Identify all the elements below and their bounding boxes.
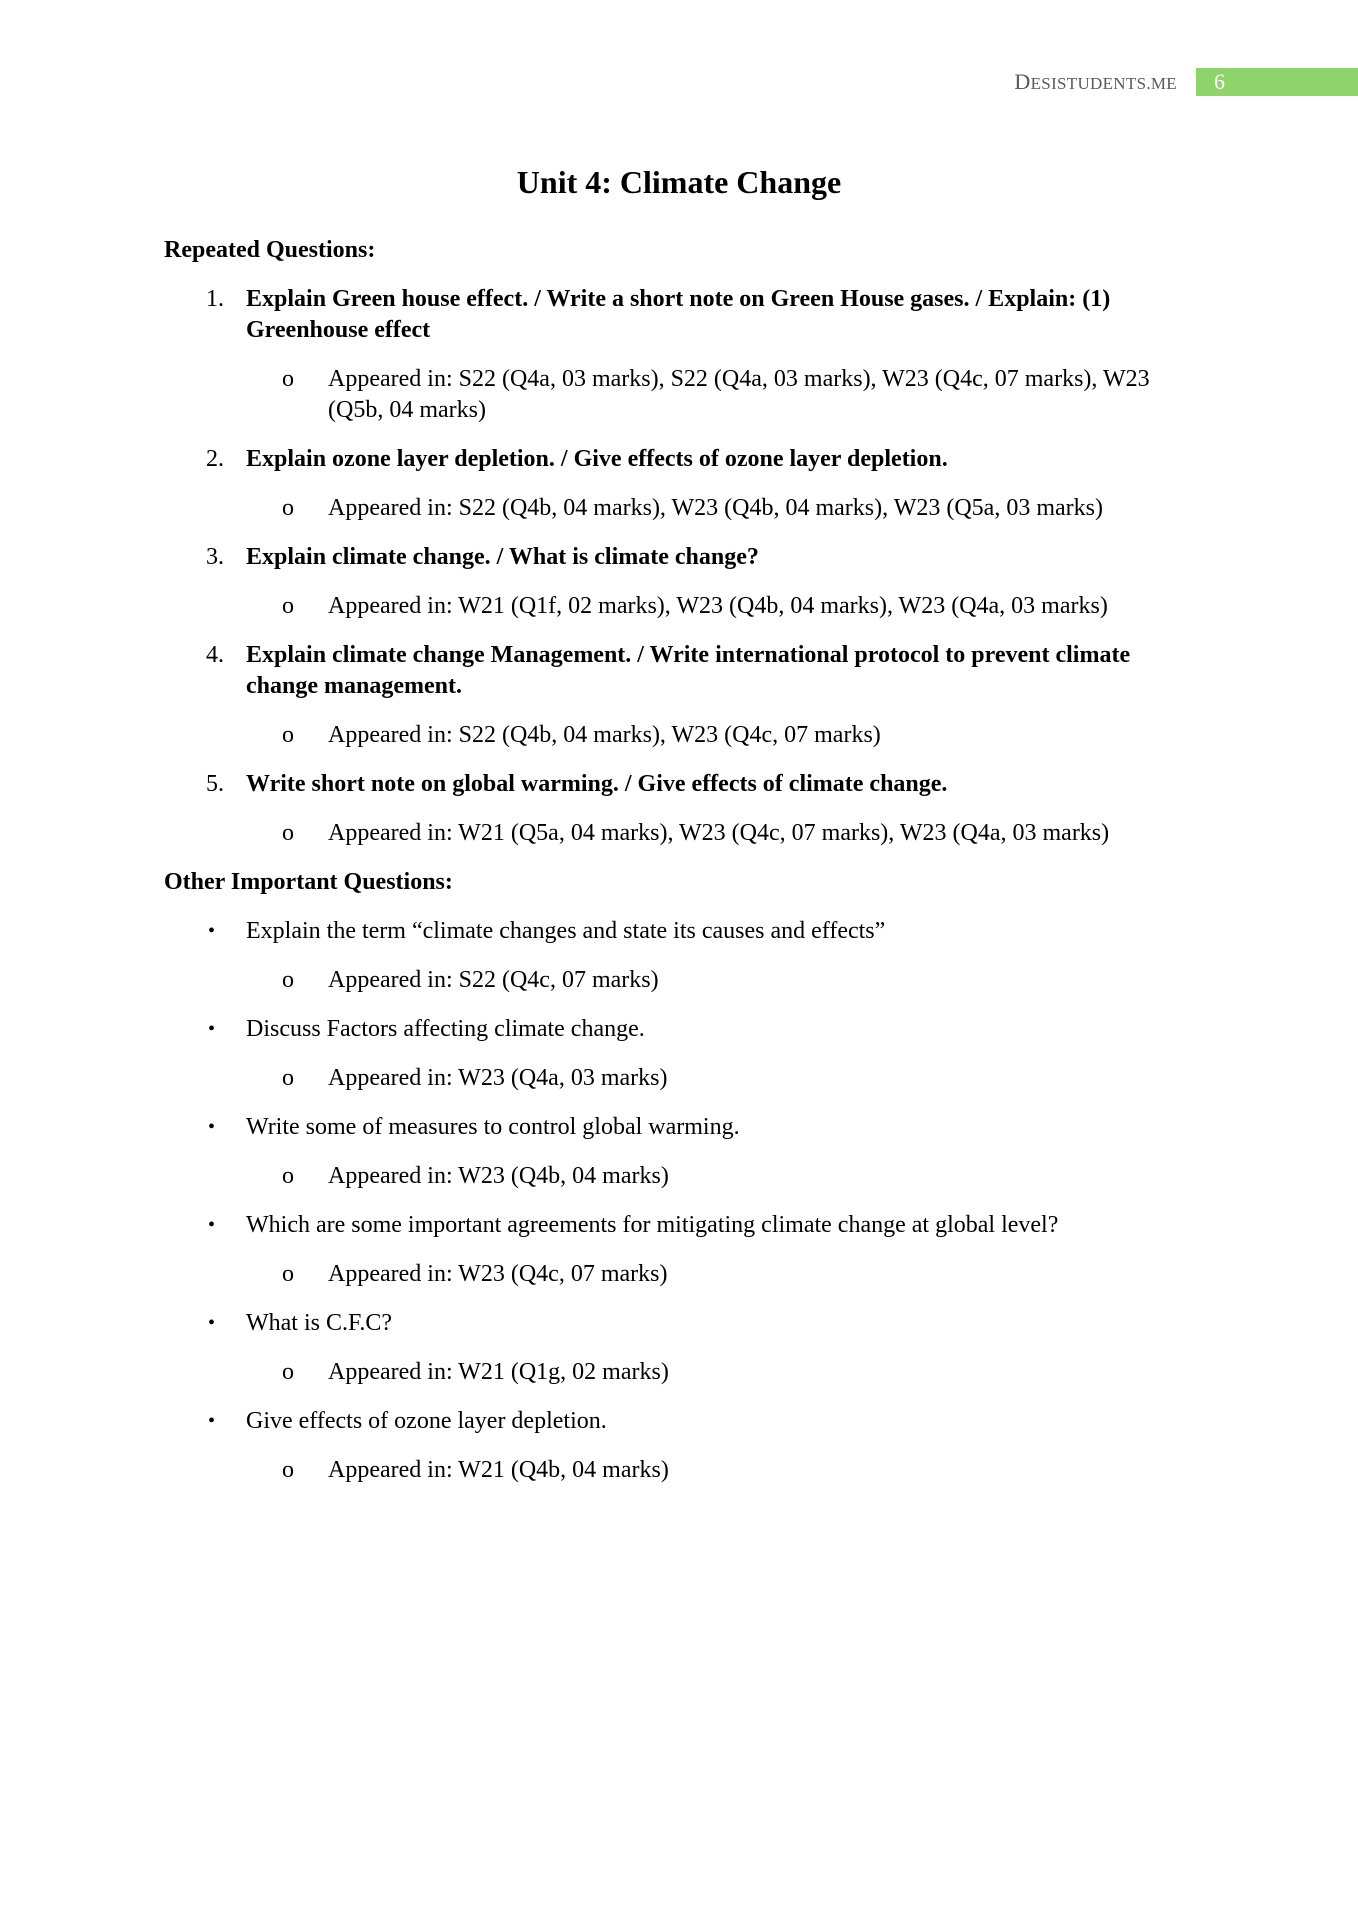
appeared-in-text: Appeared in: S22 (Q4a, 03 marks), S22 (Q4a, 03 marks), W23 (Q4c, 07 marks), W23 (Q5b, 04 marks) — [328, 366, 1150, 423]
circle-bullet-icon: o — [282, 820, 294, 846]
appeared-in-text: Appeared in: W21 (Q1f, 02 marks), W23 (Q4b, 04 marks), W23 (Q4a, 03 marks) — [328, 593, 1108, 619]
appeared-in-item — [164, 1161, 1204, 1192]
question-text: What is C.F.C? — [246, 1310, 393, 1336]
other-question — [164, 1210, 1204, 1241]
appeared-in-text: Appeared in: W23 (Q4a, 03 marks) — [328, 1065, 668, 1091]
other-question — [164, 916, 1204, 947]
other-questions-heading: Other Important Questions: — [164, 869, 453, 895]
site-name-dot: . — [1146, 74, 1151, 93]
circle-bullet-icon: o — [282, 722, 294, 748]
question-text: Explain the term “climate changes and state its causes and effects” — [246, 918, 886, 944]
repeated-question — [164, 640, 1204, 702]
bullet-icon: • — [208, 1214, 216, 1236]
repeated-question — [164, 284, 1204, 346]
question-number: 1. — [206, 286, 224, 312]
appeared-in-text: Appeared in: W23 (Q4b, 04 marks) — [328, 1163, 669, 1189]
other-question — [164, 1308, 1204, 1339]
bullet-icon: • — [208, 1312, 216, 1334]
appeared-in-item — [164, 720, 1204, 751]
appeared-in-text: Appeared in: W21 (Q4b, 04 marks) — [328, 1457, 669, 1483]
question-text: Explain Green house effect. / Write a short note on Green House gases. / Explain: (1) Greenhouse effect — [246, 286, 1111, 343]
question-text: Write some of measures to control global warming. — [246, 1114, 740, 1140]
appeared-in-item — [164, 493, 1204, 524]
appeared-in-item — [164, 1063, 1204, 1094]
circle-bullet-icon: o — [282, 1457, 294, 1483]
question-text: Discuss Factors affecting climate change. — [246, 1016, 645, 1042]
question-text: Explain ozone layer depletion. / Give effects of ozone layer depletion. — [246, 446, 948, 472]
question-text: Explain climate change. / What is climate change? — [246, 544, 759, 570]
question-number: 3. — [206, 544, 224, 570]
appeared-in-item — [164, 818, 1204, 849]
circle-bullet-icon: o — [282, 967, 294, 993]
appeared-in-text: Appeared in: W23 (Q4c, 07 marks) — [328, 1261, 668, 1287]
bullet-icon: • — [208, 1018, 216, 1040]
appeared-in-text: Appeared in: S22 (Q4c, 07 marks) — [328, 967, 659, 993]
question-text: Write short note on global warming. / Give effects of climate change. — [246, 771, 948, 797]
circle-bullet-icon: o — [282, 1359, 294, 1385]
document-body — [164, 235, 1204, 1504]
appeared-in-text: Appeared in: W21 (Q1g, 02 marks) — [328, 1359, 669, 1385]
question-number: 4. — [206, 642, 224, 668]
question-text: Explain climate change Management. / Write international protocol to prevent climate change management. — [246, 642, 1131, 699]
appeared-in-item — [164, 591, 1204, 622]
other-question — [164, 1014, 1204, 1045]
appeared-in-item — [164, 1357, 1204, 1388]
other-question — [164, 1406, 1204, 1437]
repeated-question — [164, 542, 1204, 573]
site-name-initial: D — [1014, 69, 1031, 94]
question-number: 2. — [206, 446, 224, 472]
circle-bullet-icon: o — [282, 1163, 294, 1189]
other-question — [164, 1112, 1204, 1143]
appeared-in-item — [164, 364, 1204, 426]
appeared-in-item — [164, 1259, 1204, 1290]
appeared-in-text: Appeared in: W21 (Q5a, 04 marks), W23 (Q4c, 07 marks), W23 (Q4a, 03 marks) — [328, 820, 1110, 846]
appeared-in-item — [164, 1455, 1204, 1486]
bullet-icon: • — [208, 1410, 216, 1432]
site-name-part: ESISTUDENTS — [1030, 74, 1147, 93]
bullet-icon: • — [208, 1116, 216, 1138]
page-header — [1014, 68, 1358, 96]
site-name-tld: ME — [1150, 74, 1177, 93]
bullet-icon: • — [208, 920, 216, 942]
circle-bullet-icon: o — [282, 495, 294, 521]
repeated-question — [164, 769, 1204, 800]
circle-bullet-icon: o — [282, 1065, 294, 1091]
question-text: Give effects of ozone layer depletion. — [246, 1408, 607, 1434]
appeared-in-item — [164, 965, 1204, 996]
appeared-in-text: Appeared in: S22 (Q4b, 04 marks), W23 (Q4b, 04 marks), W23 (Q5a, 03 marks) — [328, 495, 1103, 521]
repeated-questions-heading: Repeated Questions: — [164, 237, 376, 263]
circle-bullet-icon: o — [282, 366, 294, 392]
circle-bullet-icon: o — [282, 1261, 294, 1287]
question-text: Which are some important agreements for mitigating climate change at global level? — [246, 1212, 1059, 1238]
repeated-question — [164, 444, 1204, 475]
question-number: 5. — [206, 771, 224, 797]
circle-bullet-icon: o — [282, 593, 294, 619]
site-name — [1014, 69, 1177, 95]
page-number: 6 — [1193, 68, 1358, 96]
appeared-in-text: Appeared in: S22 (Q4b, 04 marks), W23 (Q4c, 07 marks) — [328, 722, 881, 748]
page-title: Unit 4: Climate Change — [516, 164, 842, 200]
